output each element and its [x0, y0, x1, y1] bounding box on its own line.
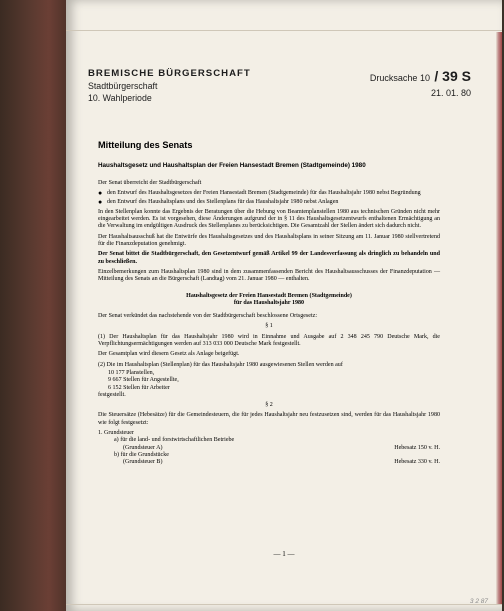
doc-title: Mitteilung des Senats: [98, 140, 193, 150]
rate-row: (Grundsteuer B) Hebesatz 330 v. H.: [123, 459, 440, 466]
drucksache-number: / 39 S: [434, 68, 471, 84]
org-line3: 10. Wahlperiode: [88, 93, 152, 103]
list-item: 6 152 Stellen für Arbeiter: [108, 384, 170, 391]
section-heading: § 2: [265, 402, 273, 409]
law-title: für das Haushaltsjahr 1980: [233, 299, 305, 306]
list-item: b) für die Grundstücke: [114, 451, 169, 458]
bullet-icon: ●: [98, 197, 103, 206]
paragraph: Der Haushaltsausschuß hat die Entwürfe des Haushaltsgesetzes und des Haushaltsplans in seiner Sitzung am 11. Januar 1980 stellvertretend für die Finanzdeputation genehmigt.: [98, 233, 440, 248]
header-right: [370, 68, 471, 98]
paragraph: In den Stellenplan konnte das Ergebnis der Beratungen über die Hebung von Beamtenplanstellen 1980 aus technischen Gründen nicht mehr eingearbeitet werden. Es ist vorgesehen, diese Änderungen aufgrund der in § 11 des Haushaltsgesetzentwurfs enthaltenen Ermächtigung an die Verwaltung im endgültigen Ausdruck des Stellenplanes zu berücksichtigen. Die Gesamtzahl der Stellen ändert sich dadurch nicht.: [98, 208, 440, 230]
paragraph: Die Steuersätze (Hebesätze) für die Gemeindesteuern, die für jedes Haushaltsjahr neu festzusetzen sind, werden für das Haushaltsjahr 1980 wie folgt festgesetzt:: [98, 412, 440, 426]
list-item: 10 177 Planstellen,: [108, 369, 155, 376]
bullet-item: ● den Entwurf des Haushaltsplans und des Stellenplans für das Haushaltsjahr 1980 nebst Anlagen: [98, 197, 339, 206]
list-item: 9 667 Stellen für Angestellte,: [108, 377, 179, 384]
section-heading: § 1: [265, 323, 273, 330]
binder-edge: [496, 32, 502, 604]
intro: Der Senat überreicht der Stadtbürgerschaft: [98, 180, 202, 186]
list-end: festgestellt.: [98, 391, 126, 398]
page-edge-line: [66, 604, 502, 605]
paragraph: (2) Die im Haushaltsplan (Stellenplan) für das Haushaltsjahr 1980 ausgewiesenen Stellen werden auf: [98, 361, 343, 368]
paragraph: Einzelbemerkungen zum Haushaltsplan 1980 sind in dem zusammenfassenden Bericht des Haushaltsausschusses der Finanzdeputation — Mitteilung des Senats an die Bürgerschaft (Landtag) vom 21. Januar 1980 — enthalten.: [98, 268, 440, 283]
list-item: 1. Grundsteuer: [98, 430, 134, 437]
handwritten-note: 3 2 87: [469, 598, 488, 605]
header-left: [88, 68, 251, 103]
doc-subject: Haushaltsgesetz und Haushaltsplan der Freien Hansestadt Bremen (Stadtgemeinde) 1980: [98, 162, 366, 169]
bullet-icon: ●: [98, 189, 103, 198]
paragraph: (1) Der Haushaltsplan für das Haushaltsjahr 1980 wird in Einnahme und Ausgabe auf 2 348 245 790 Deutsche Mark, die Verpflichtungsermächtigungen werden auf 313 033 000 Deutsche Mark festgestellt.: [98, 333, 440, 348]
drucksache-label: Drucksache 10: [369, 73, 430, 83]
doc-date: 21. 01. 80: [430, 88, 471, 98]
bullet-item: ● den Entwurf des Haushaltsgesetzes der Freien Hansestadt Bremen (Stadtgemeinde) für das Haushaltsjahr 1980 nebst Begründung: [98, 189, 421, 198]
document-page: [66, 0, 502, 611]
paragraph: Der Gesamtplan wird diesem Gesetz als Anlage beigefügt.: [98, 351, 240, 358]
law-title: Haushaltsgesetz der Freien Hansestadt Bremen (Stadtgemeinde): [186, 292, 352, 299]
rate-row: (Grundsteuer A) Hebesatz 150 v. H.: [123, 444, 440, 451]
page-edge-line: [66, 30, 502, 31]
org-name: BREMISCHE BÜRGERSCHAFT: [88, 68, 251, 79]
page-number: — 1 —: [273, 550, 295, 558]
paragraph-bold: Der Senat bittet die Stadtbürgerschaft, den Gesetzentwurf gemäß Artikel 99 der Landesverfassung als dringlich zu behandeln und zu beschließen.: [98, 251, 440, 265]
law-intro: Der Senat verkündet das nachstehende von der Stadtbürgerschaft beschlossene Ortsgesetz:: [98, 313, 318, 320]
list-item: a) für die land- und forstwirtschaftlichen Betriebe: [114, 437, 235, 444]
binder-spine: [0, 0, 70, 611]
org-line2: Stadtbürgerschaft: [88, 81, 158, 91]
doc-body: [98, 180, 440, 467]
